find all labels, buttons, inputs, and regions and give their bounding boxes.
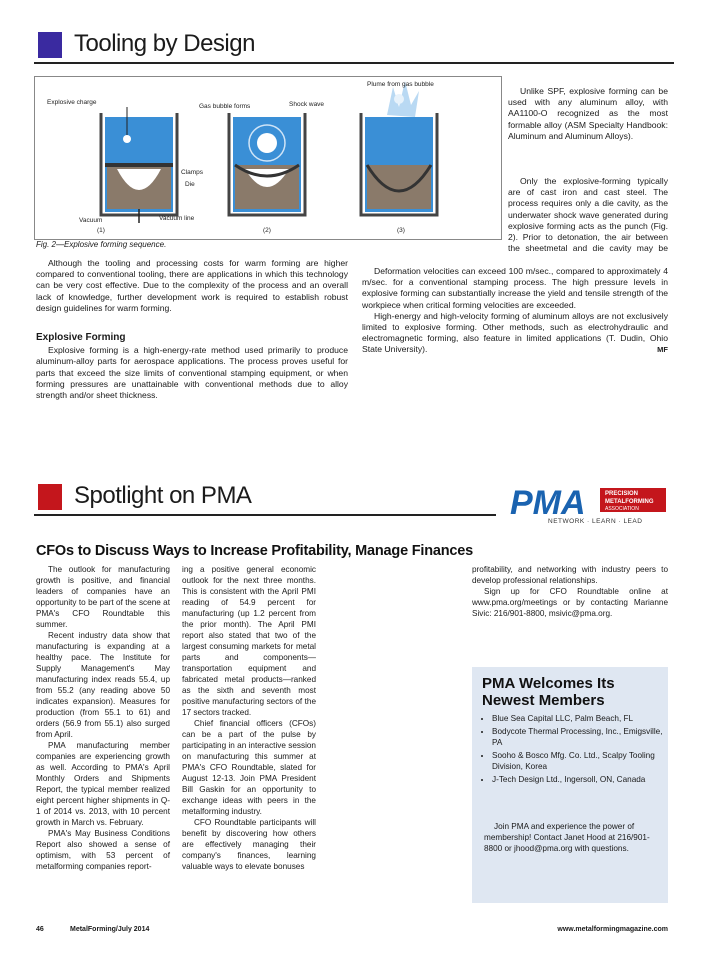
spotlight-col-3 [472, 564, 668, 619]
paragraph [508, 176, 668, 256]
label-die: Die [185, 181, 195, 188]
article1-left-bottom [36, 258, 348, 401]
members-list [482, 713, 668, 787]
article1-right-flow [508, 176, 668, 256]
label-clamps: Clamps [181, 169, 204, 176]
paragraph: Explosive forming is a high-energy-rate method used primarily to produce aluminum-alloy parts for aerospace applications. The process proves useful for parts that exceed the size limits of conventional stamping equipment, or when forming pressures are unattainable with conventional methods due to alloy strength and/or sheet thickness. [36, 345, 348, 401]
label-stage-3: (3) [397, 227, 405, 234]
stage-1-diagram [101, 107, 177, 223]
forming-diagram [35, 77, 501, 239]
magazine-issue: MetalForming/July 2014 [70, 926, 150, 933]
stage-3-diagram [361, 81, 437, 215]
section-marker [38, 484, 62, 510]
section-header-spotlight [34, 482, 496, 516]
label-vacuum-line: Vacuum line [159, 215, 195, 222]
article1-col-right-bottom [362, 264, 668, 356]
paragraph: Sign up for CFO Roundtable online at www.pma.org/meetings or by contacting Marianne Sivic: 216/901-8800, msivic@pma.org. [472, 587, 668, 618]
page-number: 46 [36, 926, 44, 933]
welcome-members-box [472, 667, 668, 903]
section-rule [34, 62, 674, 64]
spotlight-col-2 [182, 564, 316, 872]
pma-tagline: NETWORK · LEARN · LEAD [548, 518, 643, 525]
paragraph-text: High-energy and high-velocity forming of aluminum alloys are not exclusively limited to explosive forming. Other methods, such as electrohydraulic and electromagnetic forming, also feature in limited applications (T. Dudin, Ohio State University). [362, 310, 668, 355]
paragraph: PMA manufacturing member companies are experiencing growth as well. According to PMA's April Monthly Orders and Shipments Report, the typical member realized eight percent higher shipments in Q-1 of 2014 vs. 2013, with 10 percent growth in March vs. February. [36, 741, 170, 827]
section-marker [38, 32, 62, 58]
paragraph-text: Only the explosive-forming typically are of cast iron and cast steel. The process requires only a die cavity, as the underwater shock wave generated during explosive forming acts as the punch (Fig. 2). Prior to detonation, the air between the sheetmetal and die cavity may be [508, 176, 668, 254]
section-title: Tooling by Design [74, 30, 255, 57]
website-url: www.metalformingmagazine.com [557, 926, 668, 933]
paragraph: CFO Roundtable participants will benefit by discovering how others are effectively managing their company's finances, learning valuable ways to elevate bonuses [182, 818, 316, 871]
pma-line2: METALFORMING [605, 499, 654, 505]
list-item: • Sooho & Bosco Mfg. Co. Ltd., Scalpy Tooling Division, Korea [492, 750, 668, 772]
pma-letters: PMA [510, 484, 586, 518]
paragraph: The outlook for manufacturing growth is positive, and financial leaders of companies have an opportunity to be part of the scene at PMA's CFO Roundtable this summer. [36, 565, 170, 629]
label-vacuum: Vacuum [79, 217, 103, 224]
label-shock-wave: Shock wave [289, 101, 325, 108]
label-plume: Plume from gas bubble [367, 81, 434, 88]
paragraph: Deformation velocities can exceed 100 m/sec., compared to approximately 4 m/sec. for a conventional stamping process. The high pressure levels in explosive forming can substantially increase the yield and tensile strength of the workpiece when critical forming velocities are exceeded. [362, 266, 668, 310]
paragraph: Unlike SPF, explosive forming can be used with any aluminum alloy, with AA1100-O recognized as the most formable alloy (ASM Specialty Handbook: Aluminum and Aluminum Alloys). [508, 86, 668, 141]
list-item: • Bodycote Thermal Processing, Inc., Emigsville, PA [492, 726, 668, 748]
subhead-explosive-forming: Explosive Forming [36, 332, 126, 344]
pma-line1: PRECISION [605, 491, 639, 497]
pma-line3: ASSOCIATION [605, 506, 639, 512]
pma-logo-mark [508, 484, 668, 518]
label-explosive-charge: Explosive charge [47, 99, 97, 106]
label-gas-bubble: Gas bubble forms [199, 103, 251, 110]
article1-right-top [508, 86, 668, 142]
label-stage-1: (1) [97, 227, 105, 234]
paragraph: ing a positive general economic outlook for the next three months. This is consistent with the April PMI reading of 54.9 percent for manufacturing (up 1.2 percent from the prior month). The April PMI report also stated that two of the largest consuming markets for metal parts and components—transportation equipment and fabricated metal products—ranked as the sixth and seventh most positive manufacturing sectors of the 17 sectors tracked. [182, 565, 316, 717]
paragraph: Chief financial officers (CFOs) can be a part of the pulse by participating in an interactive session on manufacturing this summer at PMA's CFO Roundtable, slated for August 12-13. Join PMA President Bill Gaskin for an opportunity to exchange ideas with peers in the metalforming industry. [182, 719, 316, 816]
section-rule [34, 514, 496, 516]
figure-caption: Fig. 2—Explosive forming sequence. [36, 240, 167, 249]
paragraph [362, 311, 668, 356]
spotlight-col-1 [36, 564, 170, 872]
label-stage-2: (2) [263, 227, 271, 234]
explosive-forming-figure [34, 76, 502, 240]
section-title: Spotlight on PMA [74, 482, 252, 509]
list-item: • Blue Sea Capital LLC, Palm Beach, FL [492, 713, 668, 724]
section-header-tooling [34, 30, 674, 64]
welcome-title: PMA Welcomes Its Newest Members [482, 675, 615, 709]
end-mark: MF [657, 345, 668, 355]
spotlight-headline: CFOs to Discuss Ways to Increase Profitability, Manage Finances [36, 543, 474, 559]
paragraph: PMA's May Business Conditions Report also showed a sense of optimism, with 53 percent of metalforming companies report- [36, 829, 170, 871]
paragraph: profitability, and networking with industry peers to develop professional relationships. [472, 565, 668, 585]
paragraph: Although the tooling and processing costs for warm forming are higher compared to conventional tooling, there are applications in which this technology can be very cost effective. Due to the complexity of the process and an overall lack of knowledge, further development work is required to establish robust design guidelines for warm forming. [36, 258, 348, 313]
join-text: Join PMA and experience the power of membership! Contact Janet Hood at 216/901-8800 or jhood@pma.org with questions. [484, 822, 650, 853]
list-item: • J-Tech Design Ltd., Ingersoll, ON, Canada [492, 774, 668, 785]
stage-2-diagram [229, 113, 305, 215]
paragraph: Recent industry data show that manufacturing is expanding at a healthy pace. The Institute for Supply Management's May manufacturing index reads 55.4, up from 55.2 (any reading above 50 indicates expansion). Measures for production (from 55.1 to 61) and orders (56.9 from 55.1) also surged from April. [36, 631, 170, 739]
